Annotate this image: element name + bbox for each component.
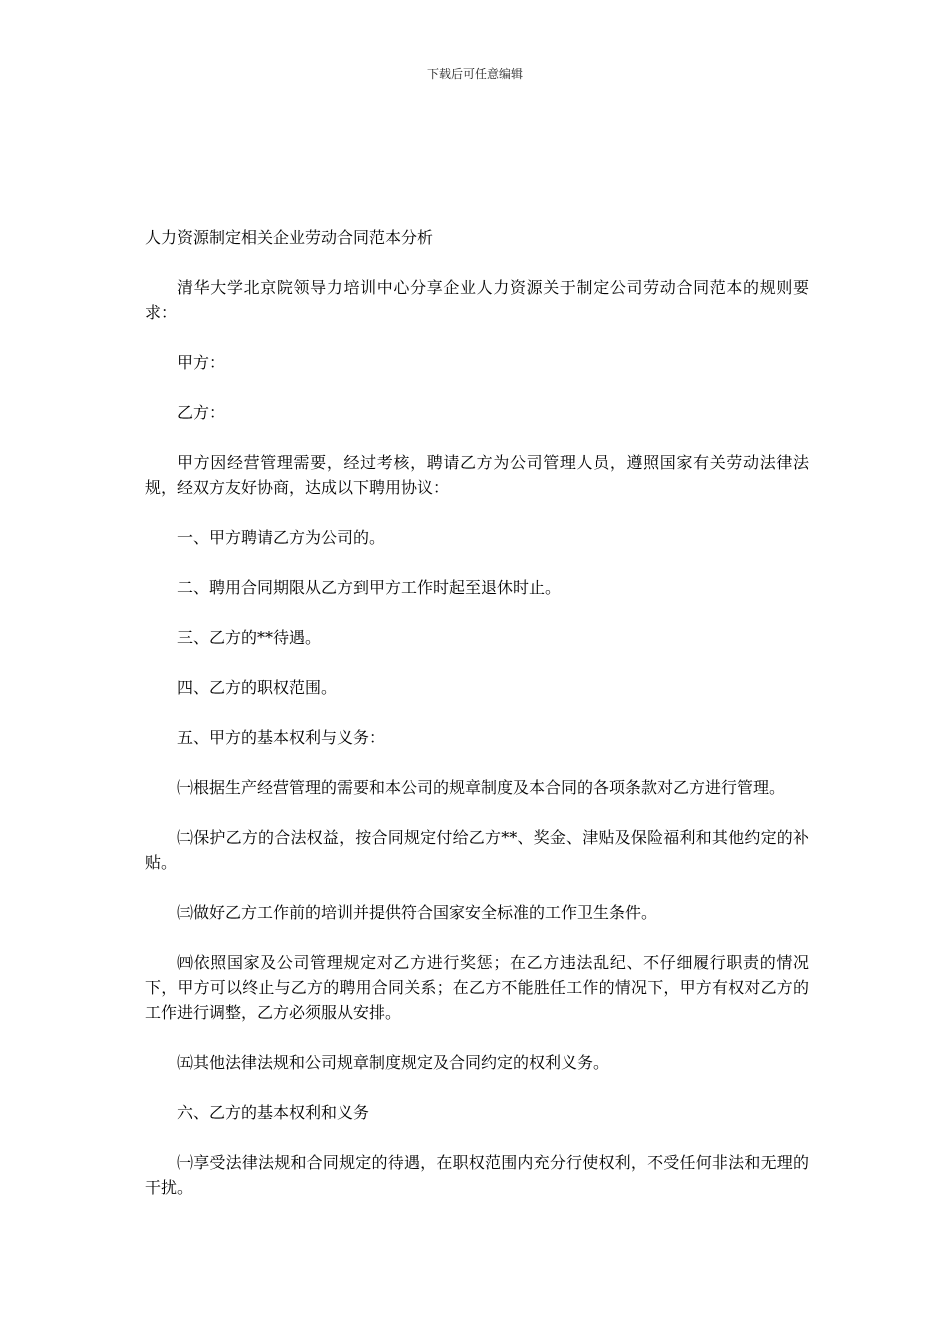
- page-header-note: 下载后可任意编辑: [426, 67, 523, 81]
- clause-5-item-5: ㈤其他法律法规和公司规章制度规定及合同约定的权利义务。: [177, 1053, 610, 1072]
- clause-2: 二、聘用合同期限从乙方到甲方工作时起至退休时止。: [177, 578, 562, 597]
- clause-5-item-1: ㈠根据生产经营管理的需要和本公司的规章制度及本合同的各项条款对乙方进行管理。: [177, 778, 786, 797]
- paragraph-intro: 清华大学北京院领导力培训中心分享企业人力资源关于制定公司劳动合同范本的规则要求：: [145, 278, 809, 322]
- clause-5-item-4: ㈣依照国家及公司管理规定对乙方进行奖惩；在乙方违法乱纪、不仔细履行职责的情况下，甲方可以终止与乙方的聘用合同关系；在乙方不能胜任工作的情况下，甲方有权对乙方的工作进行调整，乙方必须服从安排。: [145, 953, 809, 1022]
- clause-5-heading: 五、甲方的基本权利与义务：: [177, 728, 386, 747]
- clause-4: 四、乙方的职权范围。: [177, 678, 338, 697]
- document-title: 人力资源制定相关企业劳动合同范本分析: [145, 228, 434, 247]
- clause-5-item-3: ㈢做好乙方工作前的培训并提供符合国家安全标准的工作卫生条件。: [177, 903, 658, 922]
- clause-6-heading: 六、乙方的基本权利和义务: [177, 1103, 370, 1122]
- clause-3: 三、乙方的**待遇。: [177, 628, 322, 647]
- paragraph-preamble: 甲方因经营管理需要，经过考核，聘请乙方为公司管理人员，遵照国家有关劳动法律法规，经双方友好协商，达成以下聘用协议：: [145, 453, 809, 497]
- paragraph-party-a: 甲方：: [177, 353, 226, 372]
- clause-5-item-2: ㈡保护乙方的合法权益，按合同规定付给乙方**、奖金、津贴及保险福利和其他约定的补贴。: [145, 828, 809, 872]
- document-body: [145, 226, 809, 1200]
- clause-1: 一、甲方聘请乙方为公司的。: [177, 528, 386, 547]
- clause-6-item-1: ㈠享受法律法规和合同规定的待遇，在职权范围内充分行使权利，不受任何非法和无理的干扰。: [145, 1153, 809, 1197]
- paragraph-party-b: 乙方：: [177, 403, 226, 422]
